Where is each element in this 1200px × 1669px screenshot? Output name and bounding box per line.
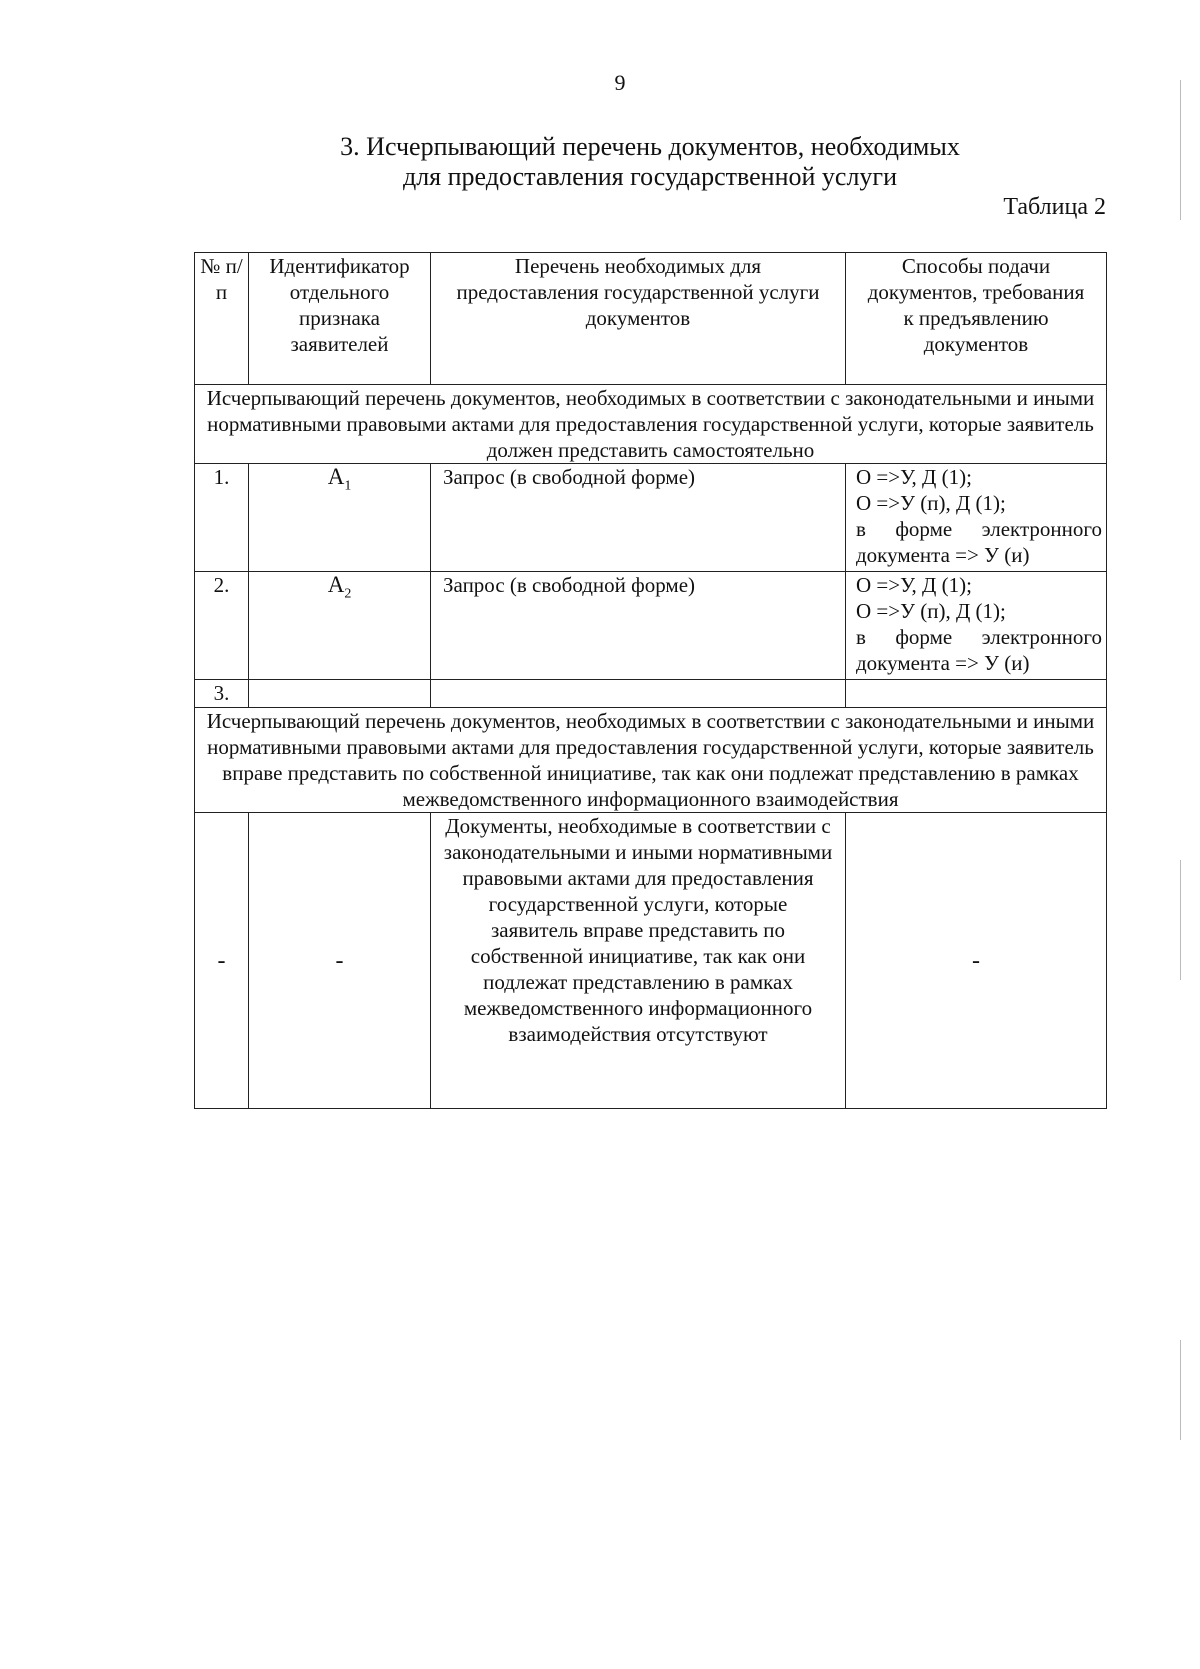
row-document: [431, 680, 846, 708]
row-method: [846, 680, 1107, 708]
table-row: [195, 464, 1107, 572]
header-num: № п/п: [195, 253, 249, 385]
final-row-num: -: [195, 813, 249, 1109]
scan-edge-mark: [1180, 80, 1181, 220]
table-row-final: [195, 813, 1107, 1109]
section-title-line-2: для предоставления государственной услуги: [402, 162, 898, 191]
final-row-identifier: -: [249, 813, 431, 1109]
method-line: О =>У, Д (1);: [856, 573, 972, 597]
header-documents: Перечень необходимых для предоставления государственной услуги документов: [431, 253, 846, 385]
row-document: Запрос (в свободной форме): [431, 464, 846, 572]
method-line: документа => У (и): [856, 543, 1030, 567]
header-identifier: Идентификатор отдельного признака заявителей: [249, 253, 431, 385]
section-title: [0, 132, 1200, 192]
row-num: 2.: [195, 572, 249, 680]
final-row-document: Документы, необходимые в соответствии с законодательными и иными нормативными правовыми актами для предоставления государственной услуги, которые заявитель вправе представить по собственной инициативе, так как они подлежат представлению в рамках межведомственного информационного взаимодействия отсутствуют: [431, 813, 846, 1109]
table-row: [195, 680, 1107, 708]
section-heading-2: Исчерпывающий перечень документов, необходимых в соответствии с законодательными и иными нормативными правовыми актами для предоставления государственной услуги, которые заявитель вправе представить по собственной инициативе, так как они подлежат представлению в рамках межведомственного информационного взаимодействия: [195, 708, 1107, 813]
row-document: Запрос (в свободной форме): [431, 572, 846, 680]
section-row-2: [195, 708, 1107, 813]
method-line: О =>У (п), Д (1);: [856, 599, 1006, 623]
identifier-letter: A: [327, 464, 345, 489]
identifier-subscript: 2: [344, 586, 352, 602]
table-caption: Таблица 2: [1003, 194, 1106, 220]
table-row: [195, 572, 1107, 680]
row-identifier: [249, 464, 431, 572]
row-method: [846, 572, 1107, 680]
method-line: О =>У, Д (1);: [856, 465, 972, 489]
scan-edge-mark: [1180, 860, 1181, 980]
row-method: [846, 464, 1107, 572]
method-line: документа => У (и): [856, 651, 1030, 675]
section-heading-1: Исчерпывающий перечень документов, необходимых в соответствии с законодательными и иными нормативными правовыми актами для предоставления государственной услуги, которые заявитель должен представить самостоятельно: [195, 385, 1107, 464]
table-header-row: [195, 253, 1107, 385]
method-line: в форме электронного: [856, 625, 1102, 649]
identifier-subscript: 1: [344, 478, 352, 494]
section-row-1: [195, 385, 1107, 464]
header-methods: Способы подачи документов, требования к предъявлению документов: [846, 253, 1107, 385]
row-num: 3.: [195, 680, 249, 708]
method-line: О =>У (п), Д (1);: [856, 491, 1006, 515]
row-num: 1.: [195, 464, 249, 572]
identifier-letter: A: [327, 572, 345, 597]
method-line: в форме электронного: [856, 517, 1102, 541]
row-identifier: [249, 680, 431, 708]
documents-table: [194, 252, 1107, 1109]
row-identifier: [249, 572, 431, 680]
page-number: 9: [614, 70, 626, 95]
section-title-line-1: 3. Исчерпывающий перечень документов, необходимых: [340, 132, 960, 161]
scan-edge-mark: [1180, 1340, 1181, 1440]
final-row-method: -: [846, 813, 1107, 1109]
